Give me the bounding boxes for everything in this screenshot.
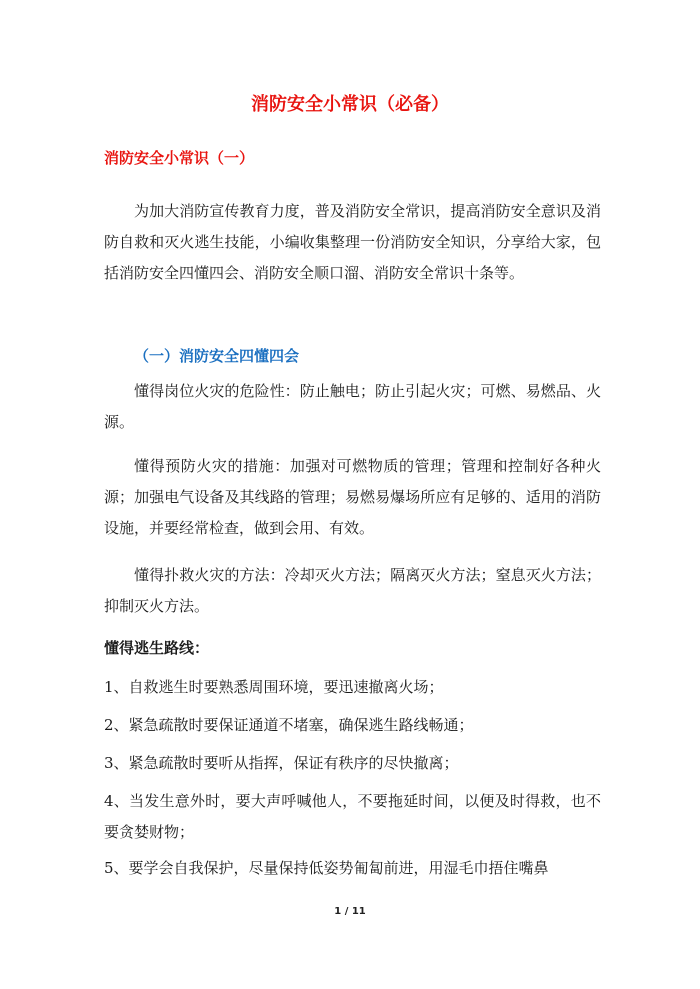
paragraph-danger: 懂得岗位火灾的危险性：防止触电；防止引起火灾；可燃、易燃品、火源。 <box>104 382 601 431</box>
paragraph-prevention: 懂得预防火灾的措施：加强对可燃物质的管理；管理和控制好各种火源；加强电气设备及其线路的管理；易燃易爆场所应有足够的、适用的消防设施，并要经常检查，做到会用、有效。 <box>104 457 601 537</box>
page-number: 1 / 11 <box>334 906 366 917</box>
intro-paragraph: 为加大消防宣传教育力度，普及消防安全常识，提高消防安全意识及消防自救和灭火逃生技能，小编收集整理一份消防安全知识，分享给大家，包括消防安全四懂四会、消防安全顺口溜、消防安全常识十条等。 <box>104 202 601 282</box>
document-title: 消防安全小常识（必备） <box>251 94 449 115</box>
escape-heading: 懂得逃生路线： <box>104 639 210 657</box>
paragraph-firefighting: 懂得扑救火灾的方法：冷却灭火方法；隔离灭火方法；窒息灭火方法；抑制灭火方法。 <box>104 566 601 615</box>
list-item: 3、紧急疏散时要听从指挥，保证有秩序的尽快撤离； <box>104 754 459 772</box>
list-item: 5、要学会自我保护，尽量保持低姿势匍匐前进，用湿毛巾捂住嘴鼻 <box>104 859 549 877</box>
list-item: 1、自救逃生时要熟悉周围环境，要迅速撤离火场； <box>104 678 444 696</box>
subheading: （一）消防安全四懂四会 <box>134 347 300 365</box>
list-item: 4、当发生意外时，要大声呼喊他人，不要拖延时间，以便及时得救，也不要贪婪财物； <box>104 792 601 841</box>
list-item: 2、紧急疏散时要保证通道不堵塞，确保逃生路线畅通； <box>104 716 474 734</box>
section-heading: 消防安全小常识（一） <box>104 149 255 167</box>
